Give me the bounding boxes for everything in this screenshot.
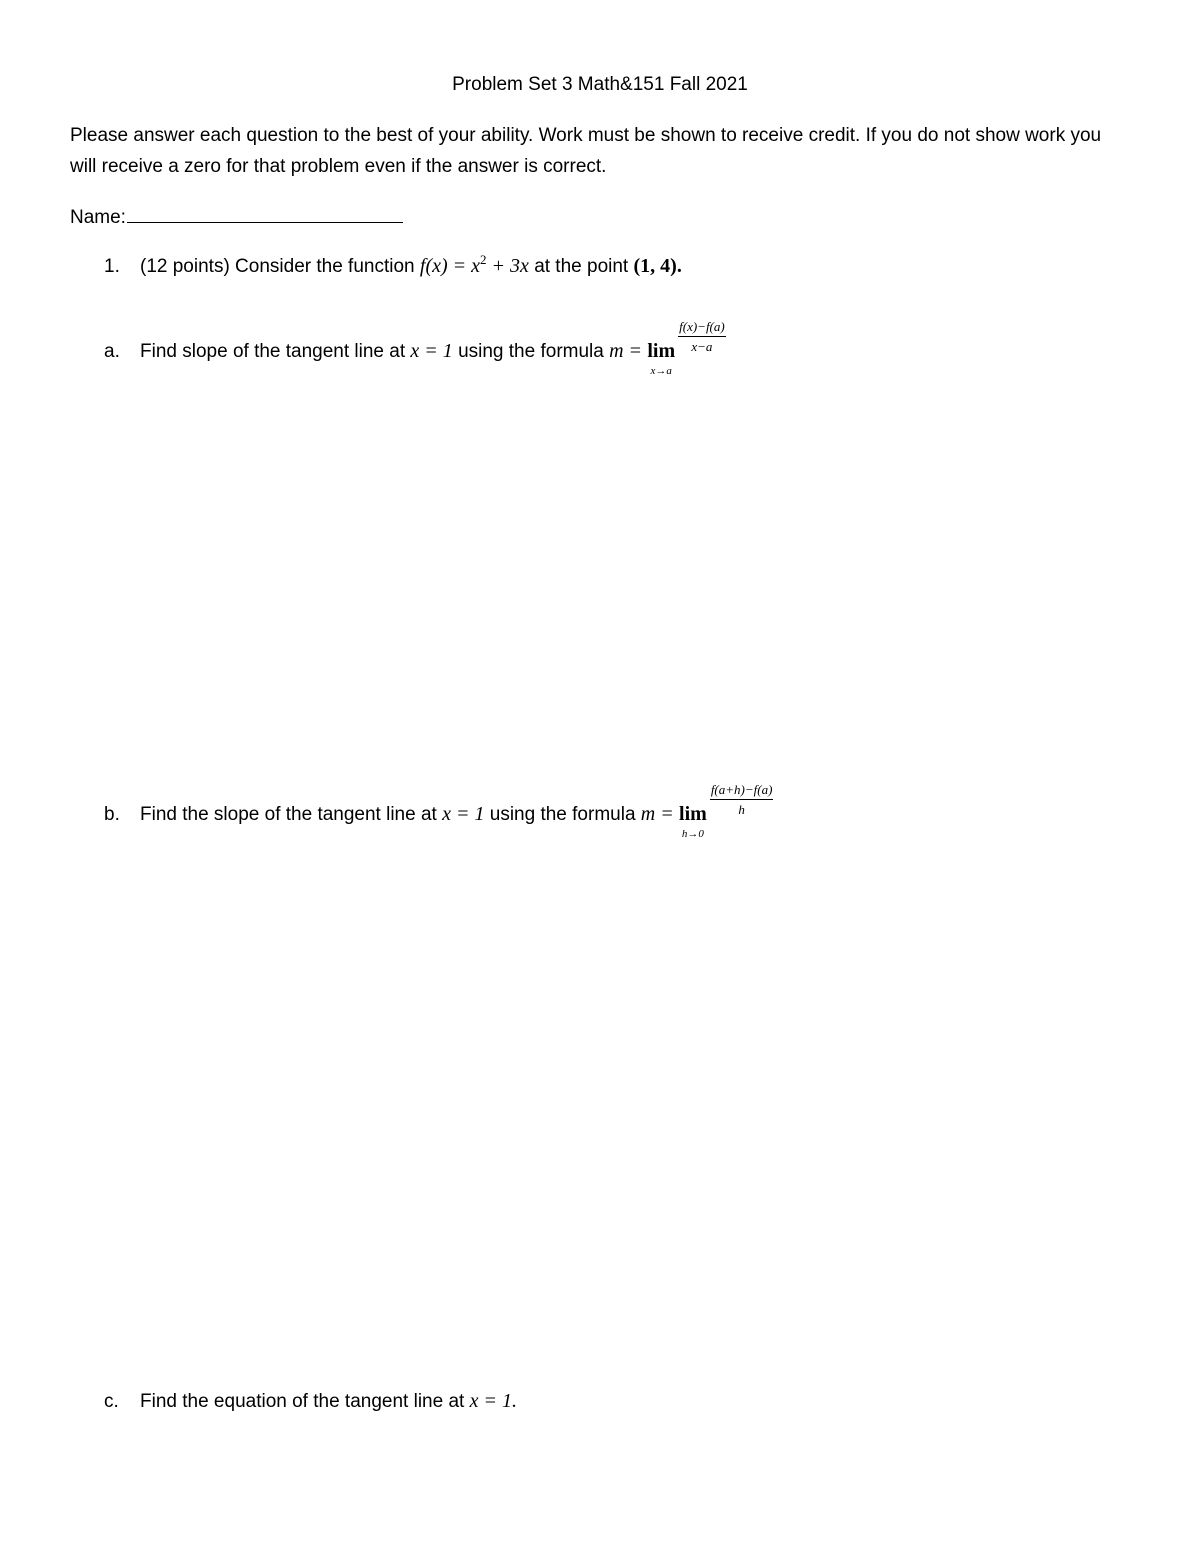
part-b — [104, 782, 773, 840]
part-b-x-eq: x = 1 — [442, 803, 485, 825]
part-b-limit — [679, 803, 707, 840]
name-blank-line — [127, 203, 403, 223]
part-c — [104, 1390, 517, 1413]
problem-number: 1. — [104, 256, 120, 277]
part-b-m-eq: m = — [640, 803, 674, 825]
part-b-lim: lim — [679, 803, 707, 825]
part-a-x-eq: x = 1 — [410, 340, 453, 362]
part-b-letter: b. — [104, 804, 120, 825]
part-a-limit — [647, 340, 676, 377]
part-a-numerator: f(x)−f(a) — [678, 320, 726, 337]
part-a-denominator: x−a — [691, 339, 713, 354]
function-expression: $f(x) = x^2 + 3x$ — [419, 252, 529, 277]
point-text: at the point — [534, 256, 629, 277]
part-c-x-eq: x = 1. — [469, 1390, 517, 1412]
part-a-lim-sub: x→a — [650, 365, 672, 377]
part-a-lim: lim — [647, 340, 676, 362]
name-row — [70, 203, 403, 229]
part-a-m-eq: m = — [609, 340, 643, 362]
problem-lead: (12 points) Consider the function — [140, 256, 415, 277]
problem-1-statement — [104, 252, 682, 278]
part-b-numerator: f(a+h)−f(a) — [710, 783, 774, 800]
instructions: Please answer each question to the best of your ability. Work must be shown to receive credit. If you do not show work you will receive a zero for that problem even if the answer is correct. — [70, 125, 1102, 177]
part-c-letter: c. — [104, 1391, 119, 1412]
part-a — [104, 319, 726, 377]
part-a-letter: a. — [104, 341, 120, 362]
part-b-text: Find the slope of the tangent line at — [140, 804, 437, 825]
part-b-lim-sub: h→0 — [681, 828, 704, 840]
part-a-text: Find slope of the tangent line at — [140, 341, 406, 362]
part-c-text: Find the equation of the tangent line at — [140, 1391, 465, 1412]
point-value: (1, 4). — [633, 255, 682, 277]
part-b-formula-text: using the formula — [489, 804, 636, 825]
part-a-fraction — [678, 320, 726, 354]
part-b-fraction — [710, 783, 774, 817]
part-b-denominator: h — [738, 802, 745, 817]
name-label: Name: — [70, 207, 126, 228]
part-a-formula-text: using the formula — [458, 341, 604, 362]
page-title: Problem Set 3 Math&151 Fall 2021 — [452, 74, 748, 95]
